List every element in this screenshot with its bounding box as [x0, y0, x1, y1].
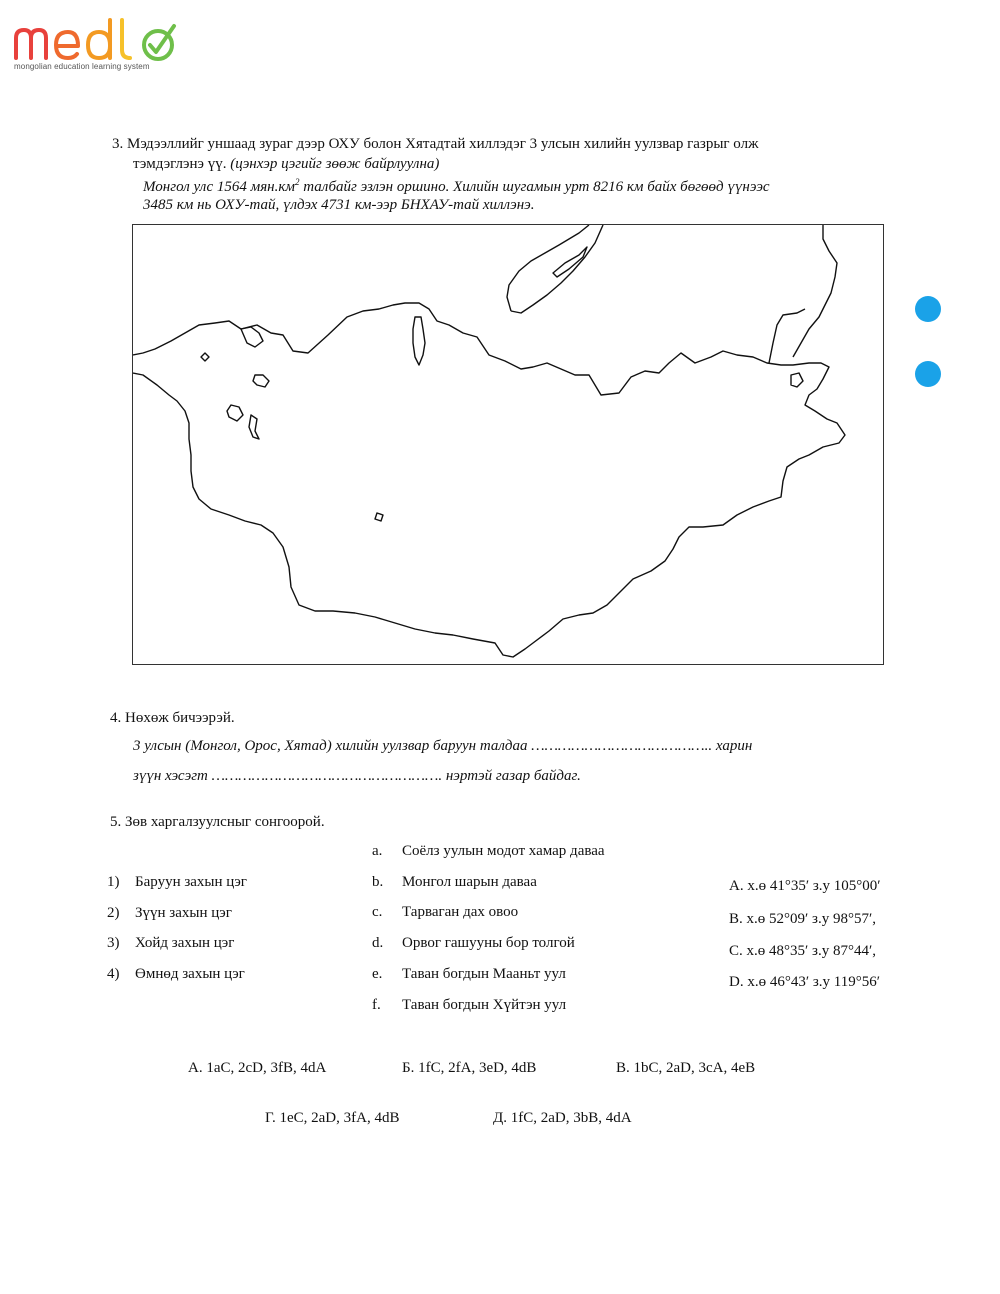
q3-info1-b: талбайг эзлэн оршино. Хилийн шугамын урт 8216 км байх бөгөөд үүнээс [299, 179, 770, 195]
lake-hulun [791, 373, 803, 387]
lake-small-2 [375, 513, 383, 521]
option-d: d. Орвог гашууны бор толгой [372, 935, 575, 951]
coord-C: C. х.ө 48°35′ з.у 87°44′, [729, 943, 876, 959]
lake-khyargas [253, 375, 269, 387]
top-right-coast [793, 225, 837, 357]
border-point-marker-2[interactable] [915, 361, 941, 387]
answer-choice-a[interactable]: А. 1аC, 2cD, 3fB, 4dA [188, 1060, 327, 1076]
q5-title: 5. Зөв харгалзуулсныг сонгоорой. [110, 814, 325, 830]
lake-small-1 [201, 353, 209, 361]
answer-choice-d[interactable]: Д. 1fC, 2aD, 3bB, 4dA [493, 1110, 632, 1126]
q4-line2: зүүн хэсэгт ……………………………………………. нэртэй газар байдаг. [133, 768, 581, 784]
lake-uvs [241, 327, 263, 347]
q4-line1: 3 улсын (Монгол, Орос, Хятад) хилийн уулзвар баруун талдаа ………………………………….. харин [133, 738, 753, 754]
option-c: c. Тарваган дах овоо [372, 904, 519, 920]
coord-B: B. х.ө 52°09′ з.у 98°57′, [729, 911, 876, 927]
option-f: f. Таван богдын Хүйтэн уул [372, 997, 567, 1013]
q3-line2-italic: (цэнхэр цэгийг зөөж байрлуулна) [230, 156, 440, 172]
border-point-marker-1[interactable] [915, 296, 941, 322]
mongolia-border-outline [133, 225, 884, 665]
q3-info1-a: Монгол улс 1564 мян.км [143, 179, 295, 195]
q4-title: 4. Нөхөж бичээрэй. [110, 710, 235, 726]
answer-choice-v[interactable]: В. 1bC, 2aD, 3cA, 4eB [616, 1060, 756, 1076]
option-e: e. Таван богдын Мааньт уул [372, 966, 566, 982]
mongolia-border [133, 303, 845, 657]
answer-choice-g[interactable]: Г. 1eC, 2aD, 3fA, 4dB [265, 1110, 400, 1126]
coord-A: A. х.ө 41°35′ з.у 105°00′ [729, 878, 881, 894]
lake-khar [249, 415, 259, 439]
point-1: 1) Баруун захын цэг [107, 874, 247, 890]
option-b: b. Монгол шарын даваа [372, 874, 537, 890]
answer-choice-b[interactable]: Б. 1fC, 2fA, 3eD, 4dB [402, 1060, 537, 1076]
q3-info1 [143, 177, 770, 196]
option-a: a. Соёлз уулын модот хамар даваа [372, 843, 605, 859]
eastern-border-line [769, 309, 805, 363]
lake-khuvsgul [413, 317, 425, 365]
point-2: 2) Зүүн захын цэг [107, 905, 232, 921]
mongolia-map [132, 224, 884, 665]
q3-info1-sup: 2 [294, 177, 300, 187]
baikal-island [553, 247, 587, 277]
lake-baikal [507, 225, 603, 313]
point-3: 3) Хойд захын цэг [107, 935, 235, 951]
q3-line1: 3. Мэдээллийг уншаад зураг дээр ОХУ болон Хятадтай хиллэдэг 3 улсын хилийн уулзвар газрыг олж [112, 136, 759, 152]
coord-D: D. х.ө 46°43′ з.у 119°56′ [729, 974, 881, 990]
q3-line2 [133, 156, 439, 173]
q3-info2: 3485 км нь ОХУ-тай, үлдэх 4731 км-ээр БНХАУ-тай хиллэнэ. [143, 197, 535, 213]
logo-tagline: mongolian education learning system [14, 62, 150, 71]
lake-khar-us [227, 405, 243, 421]
q3-line2-plain: тэмдэглэнэ үү. [133, 156, 231, 172]
point-4: 4) Өмнөд захын цэг [107, 966, 245, 982]
